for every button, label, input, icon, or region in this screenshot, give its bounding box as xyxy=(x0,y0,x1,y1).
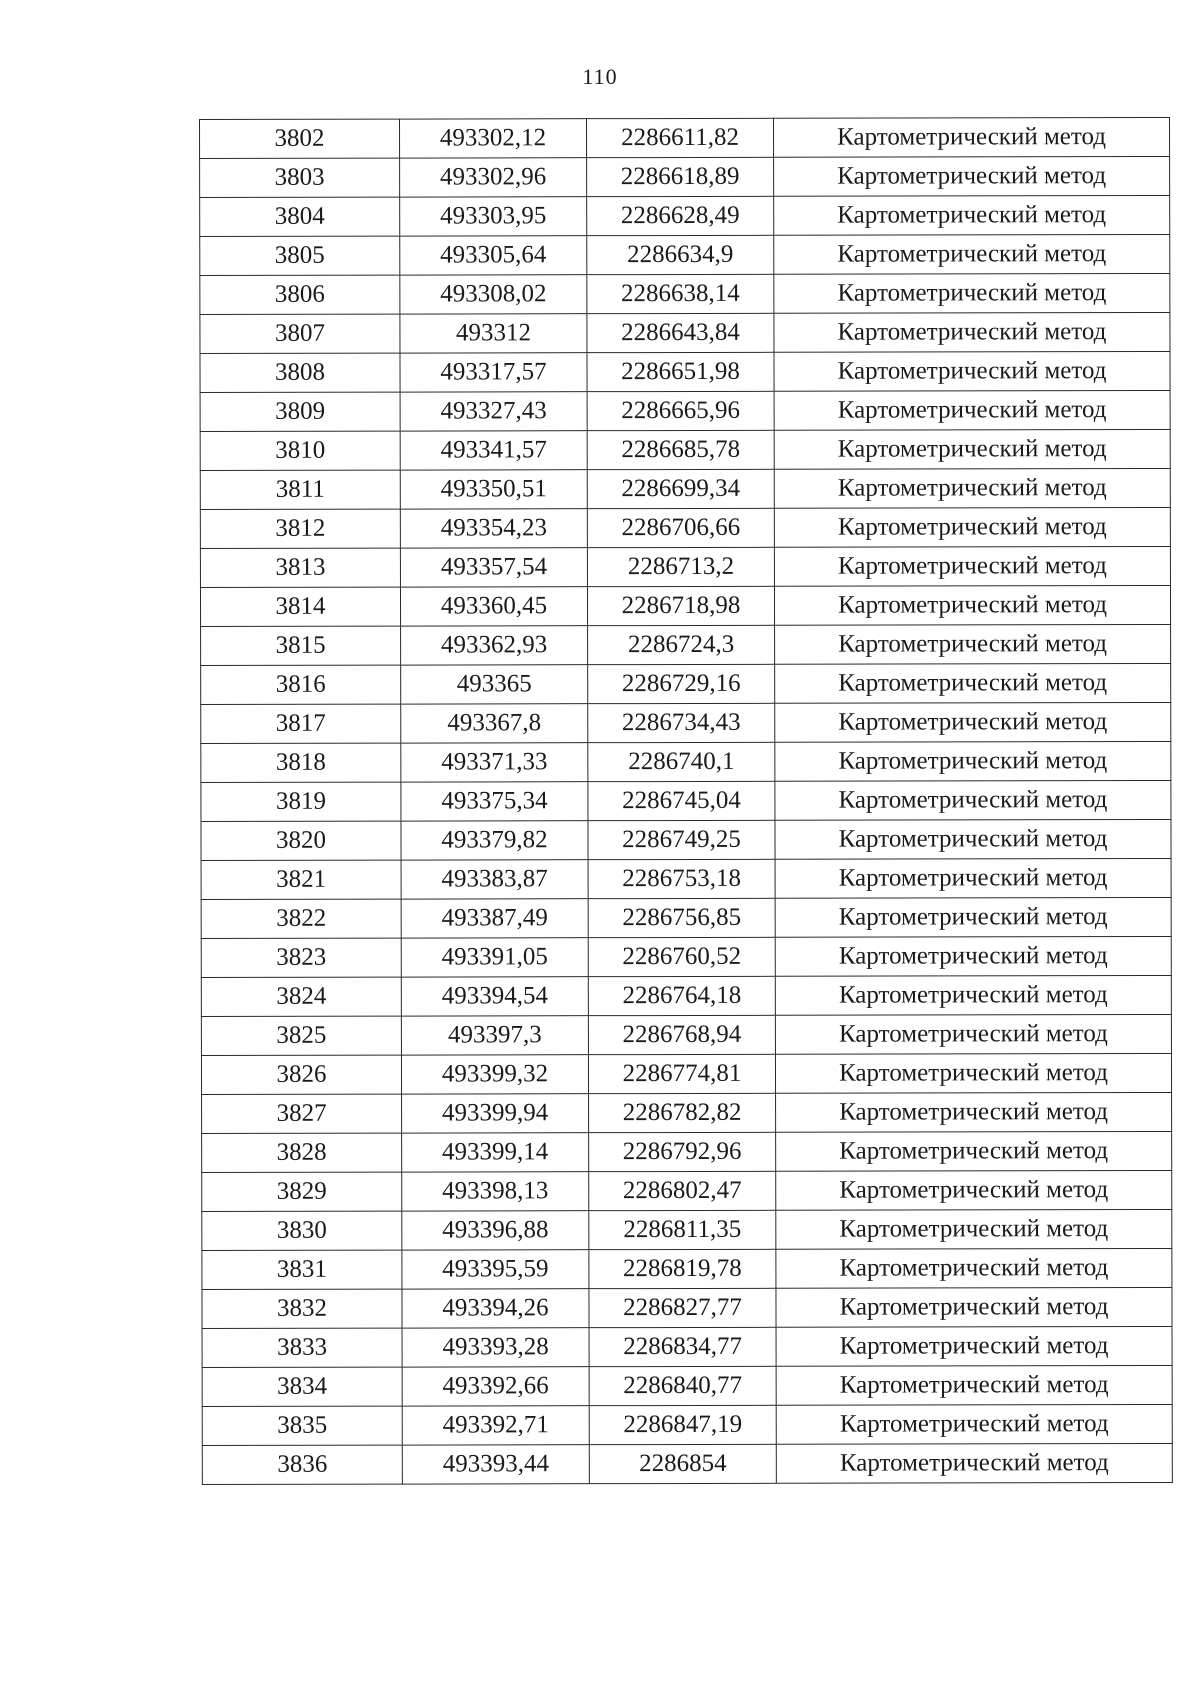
y-coordinate-cell: 2286782,82 xyxy=(589,1093,776,1132)
table-row xyxy=(201,624,1171,665)
table-row xyxy=(200,390,1170,431)
x-coordinate-cell: 493399,32 xyxy=(401,1055,588,1094)
method-cell: Картометрический метод xyxy=(774,351,1170,391)
table-row xyxy=(201,663,1171,704)
table-row xyxy=(201,702,1171,743)
method-cell: Картометрический метод xyxy=(775,897,1171,937)
x-coordinate-cell: 493393,28 xyxy=(402,1328,589,1367)
y-coordinate-cell: 2286811,35 xyxy=(589,1210,776,1249)
method-cell: Картометрический метод xyxy=(776,1248,1172,1288)
y-coordinate-cell: 2286834,77 xyxy=(589,1327,776,1366)
table-row xyxy=(202,1287,1172,1328)
point-number-cell: 3805 xyxy=(200,236,400,275)
point-number-cell: 3820 xyxy=(201,821,401,860)
point-number-cell: 3832 xyxy=(202,1289,402,1328)
y-coordinate-cell: 2286854 xyxy=(589,1444,776,1483)
point-number-cell: 3819 xyxy=(201,782,401,821)
method-cell: Картометрический метод xyxy=(775,741,1171,781)
method-cell: Картометрический метод xyxy=(776,1404,1172,1444)
point-number-cell: 3807 xyxy=(200,314,400,353)
point-number-cell: 3826 xyxy=(201,1055,401,1094)
point-number-cell: 3827 xyxy=(202,1094,402,1133)
y-coordinate-cell: 2286665,96 xyxy=(587,391,774,430)
point-number-cell: 3803 xyxy=(200,158,400,197)
method-cell: Картометрический метод xyxy=(774,195,1170,235)
table-row xyxy=(200,585,1170,626)
y-coordinate-cell: 2286729,16 xyxy=(588,664,775,703)
y-coordinate-cell: 2286802,47 xyxy=(589,1171,776,1210)
table-row xyxy=(202,1365,1172,1406)
x-coordinate-cell: 493396,88 xyxy=(402,1211,589,1250)
method-cell: Картометрический метод xyxy=(776,1326,1172,1366)
point-number-cell: 3811 xyxy=(200,470,400,509)
y-coordinate-cell: 2286638,14 xyxy=(587,274,774,313)
point-number-cell: 3818 xyxy=(201,743,401,782)
point-number-cell: 3835 xyxy=(202,1406,402,1445)
table-body xyxy=(200,117,1173,1484)
table-row xyxy=(201,780,1171,821)
table-row xyxy=(202,1092,1172,1133)
y-coordinate-cell: 2286734,43 xyxy=(588,703,775,742)
table-row xyxy=(202,1326,1172,1367)
y-coordinate-cell: 2286760,52 xyxy=(588,937,775,976)
y-coordinate-cell: 2286724,3 xyxy=(588,625,775,664)
point-number-cell: 3822 xyxy=(201,899,401,938)
table-row xyxy=(201,936,1171,977)
y-coordinate-cell: 2286628,49 xyxy=(587,196,774,235)
table-row xyxy=(200,312,1170,353)
point-number-cell: 3836 xyxy=(202,1445,402,1484)
method-cell: Картометрический метод xyxy=(774,273,1170,313)
x-coordinate-cell: 493357,54 xyxy=(400,548,587,587)
point-number-cell: 3815 xyxy=(201,626,401,665)
table-row xyxy=(201,858,1171,899)
x-coordinate-cell: 493312 xyxy=(400,314,587,353)
y-coordinate-cell: 2286827,77 xyxy=(589,1288,776,1327)
table-row xyxy=(202,1131,1172,1172)
method-cell: Картометрический метод xyxy=(776,1443,1172,1483)
x-coordinate-cell: 493317,57 xyxy=(400,353,587,392)
table-row xyxy=(201,897,1171,938)
y-coordinate-cell: 2286634,9 xyxy=(587,235,774,274)
y-coordinate-cell: 2286713,2 xyxy=(587,547,774,586)
point-number-cell: 3834 xyxy=(202,1367,402,1406)
point-number-cell: 3831 xyxy=(202,1250,402,1289)
method-cell: Картометрический метод xyxy=(775,1053,1171,1093)
x-coordinate-cell: 493383,87 xyxy=(401,860,588,899)
x-coordinate-cell: 493362,93 xyxy=(401,626,588,665)
table-row xyxy=(202,1248,1172,1289)
point-number-cell: 3816 xyxy=(201,665,401,704)
method-cell: Картометрический метод xyxy=(775,975,1171,1015)
x-coordinate-cell: 493394,26 xyxy=(402,1289,589,1328)
x-coordinate-cell: 493371,33 xyxy=(401,743,588,782)
point-number-cell: 3804 xyxy=(200,197,400,236)
y-coordinate-cell: 2286753,18 xyxy=(588,859,775,898)
x-coordinate-cell: 493354,23 xyxy=(400,509,587,548)
y-coordinate-cell: 2286756,85 xyxy=(588,898,775,937)
x-coordinate-cell: 493397,3 xyxy=(401,1016,588,1055)
coordinates-table xyxy=(199,117,1173,1485)
method-cell: Картометрический метод xyxy=(774,312,1170,352)
point-number-cell: 3802 xyxy=(200,119,400,158)
y-coordinate-cell: 2286740,1 xyxy=(588,742,775,781)
x-coordinate-cell: 493375,34 xyxy=(401,782,588,821)
method-cell: Картометрический метод xyxy=(775,624,1171,664)
x-coordinate-cell: 493399,94 xyxy=(402,1094,589,1133)
table-row xyxy=(200,234,1170,275)
method-cell: Картометрический метод xyxy=(775,858,1171,898)
x-coordinate-cell: 493398,13 xyxy=(402,1172,589,1211)
y-coordinate-cell: 2286774,81 xyxy=(588,1054,775,1093)
table-row xyxy=(202,1443,1172,1484)
point-number-cell: 3812 xyxy=(200,509,400,548)
table-row xyxy=(202,1209,1172,1250)
x-coordinate-cell: 493303,95 xyxy=(400,197,587,236)
table-row xyxy=(202,1170,1172,1211)
method-cell: Картометрический метод xyxy=(775,702,1171,742)
method-cell: Картометрический метод xyxy=(774,390,1170,430)
table-row xyxy=(200,273,1170,314)
y-coordinate-cell: 2286685,78 xyxy=(587,430,774,469)
method-cell: Картометрический метод xyxy=(776,1209,1172,1249)
method-cell: Картометрический метод xyxy=(776,1365,1172,1405)
point-number-cell: 3810 xyxy=(200,431,400,470)
y-coordinate-cell: 2286699,34 xyxy=(587,469,774,508)
y-coordinate-cell: 2286745,04 xyxy=(588,781,775,820)
point-number-cell: 3806 xyxy=(200,275,400,314)
method-cell: Картометрический метод xyxy=(775,780,1171,820)
method-cell: Картометрический метод xyxy=(774,234,1170,274)
y-coordinate-cell: 2286749,25 xyxy=(588,820,775,859)
x-coordinate-cell: 493360,45 xyxy=(400,587,587,626)
method-cell: Картометрический метод xyxy=(776,1287,1172,1327)
point-number-cell: 3824 xyxy=(201,977,401,1016)
y-coordinate-cell: 2286764,18 xyxy=(588,976,775,1015)
point-number-cell: 3823 xyxy=(201,938,401,977)
point-number-cell: 3814 xyxy=(200,587,400,626)
point-number-cell: 3809 xyxy=(200,392,400,431)
point-number-cell: 3817 xyxy=(201,704,401,743)
method-cell: Картометрический метод xyxy=(776,1170,1172,1210)
table-row xyxy=(201,975,1171,1016)
method-cell: Картометрический метод xyxy=(774,585,1170,625)
point-number-cell: 3830 xyxy=(202,1211,402,1250)
table-row xyxy=(201,741,1171,782)
y-coordinate-cell: 2286611,82 xyxy=(587,118,774,157)
table-row xyxy=(201,1053,1171,1094)
y-coordinate-cell: 2286768,94 xyxy=(588,1015,775,1054)
method-cell: Картометрический метод xyxy=(776,1092,1172,1132)
table-row xyxy=(200,468,1170,509)
method-cell: Картометрический метод xyxy=(774,156,1170,196)
x-coordinate-cell: 493350,51 xyxy=(400,470,587,509)
coordinates-table-wrapper xyxy=(199,117,1172,1485)
point-number-cell: 3833 xyxy=(202,1328,402,1367)
x-coordinate-cell: 493399,14 xyxy=(402,1133,589,1172)
y-coordinate-cell: 2286706,66 xyxy=(587,508,774,547)
table-row xyxy=(201,1014,1171,1055)
y-coordinate-cell: 2286651,98 xyxy=(587,352,774,391)
page-number: 110 xyxy=(582,64,618,89)
table-row xyxy=(202,1404,1172,1445)
y-coordinate-cell: 2286819,78 xyxy=(589,1249,776,1288)
point-number-cell: 3825 xyxy=(201,1016,401,1055)
method-cell: Картометрический метод xyxy=(774,429,1170,469)
point-number-cell: 3808 xyxy=(200,353,400,392)
x-coordinate-cell: 493379,82 xyxy=(401,821,588,860)
y-coordinate-cell: 2286792,96 xyxy=(589,1132,776,1171)
method-cell: Картометрический метод xyxy=(776,1131,1172,1171)
x-coordinate-cell: 493392,71 xyxy=(402,1406,589,1445)
point-number-cell: 3821 xyxy=(201,860,401,899)
x-coordinate-cell: 493327,43 xyxy=(400,392,587,431)
x-coordinate-cell: 493393,44 xyxy=(402,1445,589,1484)
method-cell: Картометрический метод xyxy=(774,468,1170,508)
x-coordinate-cell: 493394,54 xyxy=(401,977,588,1016)
point-number-cell: 3828 xyxy=(202,1133,402,1172)
method-cell: Картометрический метод xyxy=(775,663,1171,703)
table-row xyxy=(200,546,1170,587)
x-coordinate-cell: 493302,12 xyxy=(400,119,587,158)
y-coordinate-cell: 2286618,89 xyxy=(587,157,774,196)
point-number-cell: 3829 xyxy=(202,1172,402,1211)
y-coordinate-cell: 2286643,84 xyxy=(587,313,774,352)
table-row xyxy=(200,351,1170,392)
method-cell: Картометрический метод xyxy=(774,546,1170,586)
method-cell: Картометрический метод xyxy=(775,1014,1171,1054)
table-row xyxy=(201,819,1171,860)
x-coordinate-cell: 493341,57 xyxy=(400,431,587,470)
method-cell: Картометрический метод xyxy=(775,936,1171,976)
table-row xyxy=(200,117,1170,158)
y-coordinate-cell: 2286718,98 xyxy=(587,586,774,625)
x-coordinate-cell: 493387,49 xyxy=(401,899,588,938)
x-coordinate-cell: 493305,64 xyxy=(400,236,587,275)
table-row xyxy=(200,156,1170,197)
point-number-cell: 3813 xyxy=(200,548,400,587)
x-coordinate-cell: 493302,96 xyxy=(400,158,587,197)
table-row xyxy=(200,429,1170,470)
table-row xyxy=(200,507,1170,548)
y-coordinate-cell: 2286847,19 xyxy=(589,1405,776,1444)
x-coordinate-cell: 493365 xyxy=(401,665,588,704)
y-coordinate-cell: 2286840,77 xyxy=(589,1366,776,1405)
x-coordinate-cell: 493392,66 xyxy=(402,1367,589,1406)
x-coordinate-cell: 493391,05 xyxy=(401,938,588,977)
table-row xyxy=(200,195,1170,236)
x-coordinate-cell: 493308,02 xyxy=(400,275,587,314)
method-cell: Картометрический метод xyxy=(773,117,1169,157)
x-coordinate-cell: 493395,59 xyxy=(402,1250,589,1289)
method-cell: Картометрический метод xyxy=(774,507,1170,547)
method-cell: Картометрический метод xyxy=(775,819,1171,859)
x-coordinate-cell: 493367,8 xyxy=(401,704,588,743)
